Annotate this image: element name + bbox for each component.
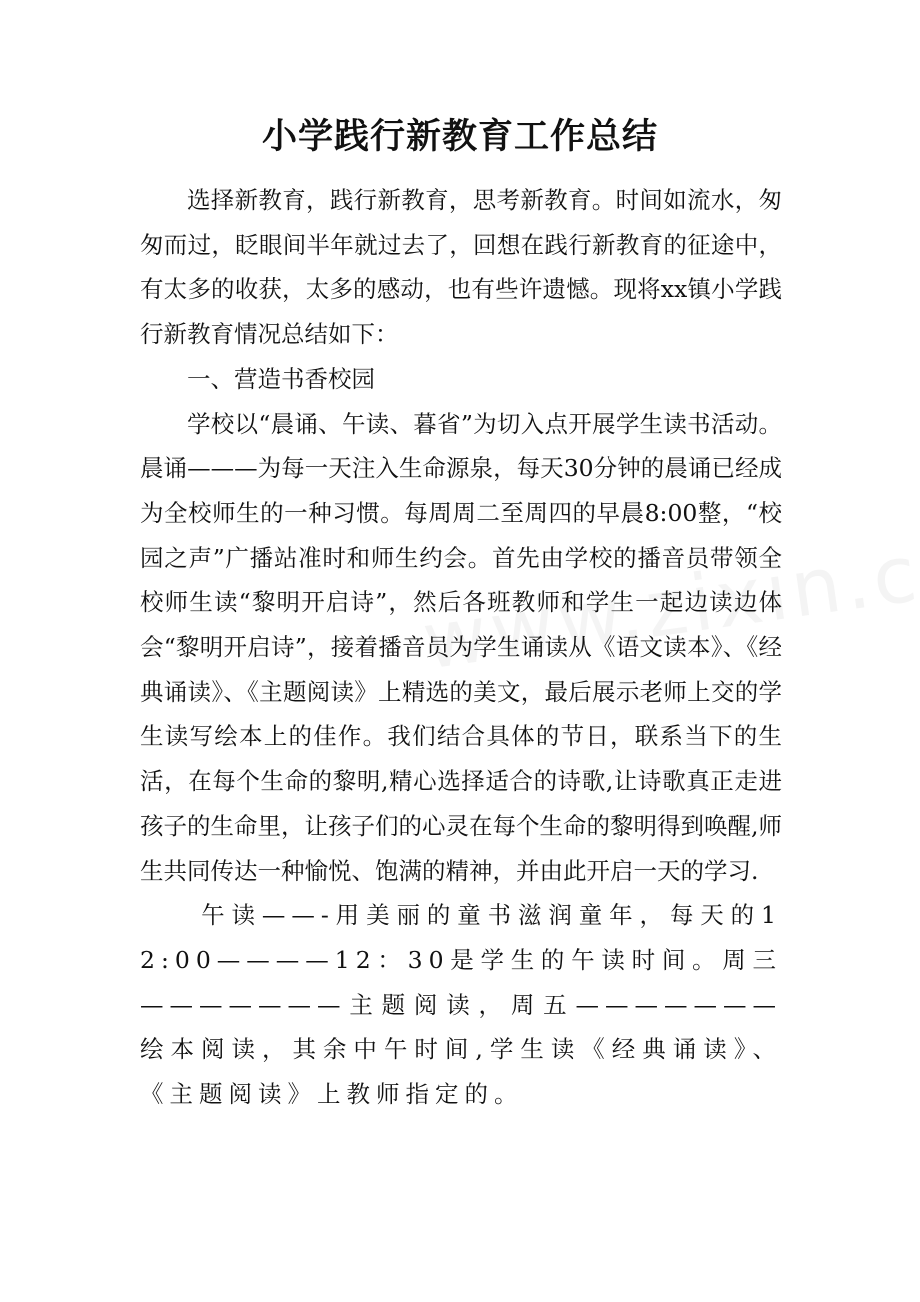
paragraph-noon-reading: 午读——-用美丽的童书滋润童年，每天的12:00————12：30是学生的午读时间。周三———————主题阅读，周五———————绘本阅读，其余中午时间,学生读《经典诵读》、《主题阅读》上教师指定的。 [140,901,782,1109]
section-heading: 一、营造书香校园 [187,364,375,393]
paragraph-intro: 选择新教育，践行新教育，思考新教育。时间如流水，匆匆而过，眨眼间半年就过去了，回想在践行新教育的征途中，有太多的收获，太多的感动，也有些许遗憾。现将xx镇小学践行新教育情况总结如下： [140,186,782,349]
document-body [140,178,782,1117]
paragraph-morning-reading: 学校以“晨诵、午读、暮省”为切入点开展学生读书活动。晨诵———为每一天注入生命源泉，每天30分钟的晨诵已经成为全校师生的一种习惯。每周周二至周四的早晨8:00整，“校园之声”广播站准时和师生约会。首先由学校的播音员带领全校师生读“黎明开启诗”，然后各班教师和学生一起边读边体会“黎明开启诗”，接着播音员为学生诵读从《语文读本》、《经典诵读》、《主题阅读》上精选的美文，最后展示老师上交的学生读写绘本上的佳作。我们结合具体的节日，联系当下的生活，在每个生命的黎明,精心选择适合的诗歌,让诗歌真正走进孩子的生命里，让孩子们的心灵在每个生命的黎明得到唤醒,师生共同传达一种愉悦、饱满的精神，并由此开启一天的学习. [140,409,782,885]
document-title: 小学践行新教育工作总结 [261,116,658,157]
